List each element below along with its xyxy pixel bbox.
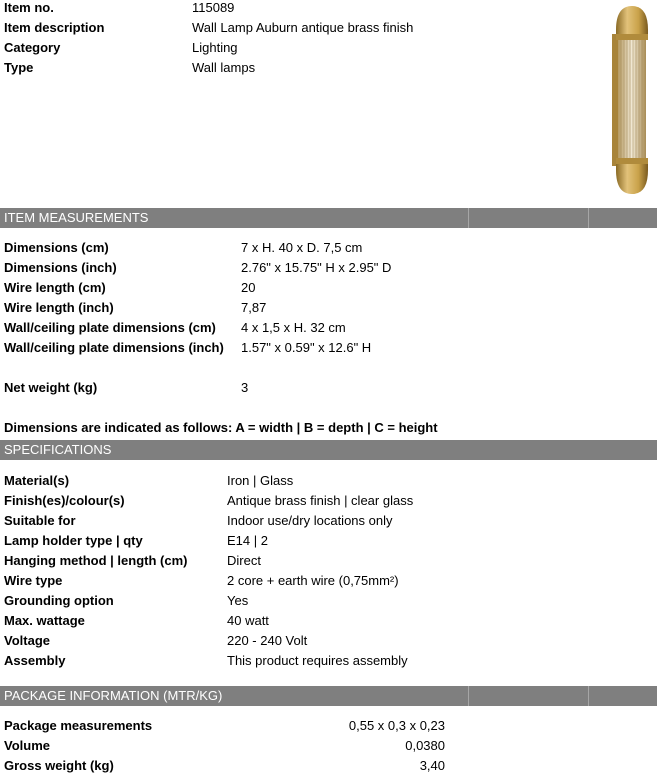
type-label: Type xyxy=(4,60,34,75)
measurement-label: Wall/ceiling plate dimensions (inch) xyxy=(4,340,224,355)
measurement-value: 20 xyxy=(241,280,256,295)
measurement-label: Wall/ceiling plate dimensions (cm) xyxy=(4,320,216,335)
spec-label: Material(s) xyxy=(4,473,70,488)
package-value: 0,0380 xyxy=(405,738,445,753)
package-label: Package measurements xyxy=(4,718,153,733)
spec-label: Suitable for xyxy=(4,513,76,528)
spec-value: Yes xyxy=(227,593,249,608)
spec-value: 40 watt xyxy=(227,613,269,628)
category-value: Lighting xyxy=(192,40,238,55)
spec-label: Wire type xyxy=(4,573,63,588)
measurement-label: Dimensions (inch) xyxy=(4,260,117,275)
spec-label: Grounding option xyxy=(4,593,114,608)
spec-value: Antique brass finish | clear glass xyxy=(227,493,414,508)
package-value: 0,55 x 0,3 x 0,23 xyxy=(348,718,445,733)
spec-label: Assembly xyxy=(4,653,66,668)
spec-value: 220 - 240 Volt xyxy=(227,633,308,648)
item-no-value: 115089 xyxy=(192,0,235,15)
spec-value: Direct xyxy=(227,553,261,568)
section-header-item-measurements xyxy=(0,208,657,228)
item-description-value: Wall Lamp Auburn antique brass finish xyxy=(192,20,414,35)
package-label: Volume xyxy=(4,738,50,753)
spec-value: 2 core + earth wire (0,75mm²) xyxy=(227,573,399,588)
spec-value: Iron | Glass xyxy=(227,473,294,488)
measurement-label: Dimensions (cm) xyxy=(4,240,109,255)
net-weight-label: Net weight (kg) xyxy=(4,380,98,395)
measurement-value: 4 x 1,5 x H. 32 cm xyxy=(241,320,346,335)
section-title: ITEM MEASUREMENTS xyxy=(4,210,149,225)
measurement-label: Wire length (cm) xyxy=(4,280,106,295)
measurement-value: 2.76" x 15.75" H x 2.95" D xyxy=(241,260,392,275)
spec-value: E14 | 2 xyxy=(227,533,268,548)
measurement-label: Wire length (inch) xyxy=(4,300,114,315)
spec-value: This product requires assembly xyxy=(227,653,408,668)
category-label: Category xyxy=(4,40,61,55)
spec-label: Voltage xyxy=(4,633,50,648)
spec-value: Indoor use/dry locations only xyxy=(227,513,393,528)
measurement-value: 7 x H. 40 x D. 7,5 cm xyxy=(241,240,363,255)
wall-lamp-product-image xyxy=(606,4,650,196)
section-header-specifications xyxy=(0,440,657,460)
item-no-label: Item no. xyxy=(4,0,54,15)
package-value: 3,40 xyxy=(419,758,445,773)
spec-label: Lamp holder type | qty xyxy=(4,533,143,548)
package-label: Gross weight (kg) xyxy=(4,758,114,773)
package-row xyxy=(0,716,657,736)
net-weight-value: 3 xyxy=(241,380,249,395)
measurement-value: 7,87 xyxy=(241,300,267,315)
measurement-value: 1.57" x 0.59" x 12.6" H xyxy=(241,340,372,355)
spec-label: Max. wattage xyxy=(4,613,85,628)
package-row xyxy=(0,736,657,756)
type-value: Wall lamps xyxy=(192,60,256,75)
package-row xyxy=(0,756,657,776)
item-description-label: Item description xyxy=(4,20,105,35)
section-header-package-information xyxy=(0,686,657,706)
spec-label: Finish(es)/colour(s) xyxy=(4,493,125,508)
section-title: PACKAGE INFORMATION (MTR/KG) xyxy=(4,688,223,703)
section-title: SPECIFICATIONS xyxy=(4,442,112,457)
spec-label: Hanging method | length (cm) xyxy=(4,553,188,568)
dimensions-note-text: Dimensions are indicated as follows: A = width | B = depth | C = height xyxy=(4,420,438,435)
